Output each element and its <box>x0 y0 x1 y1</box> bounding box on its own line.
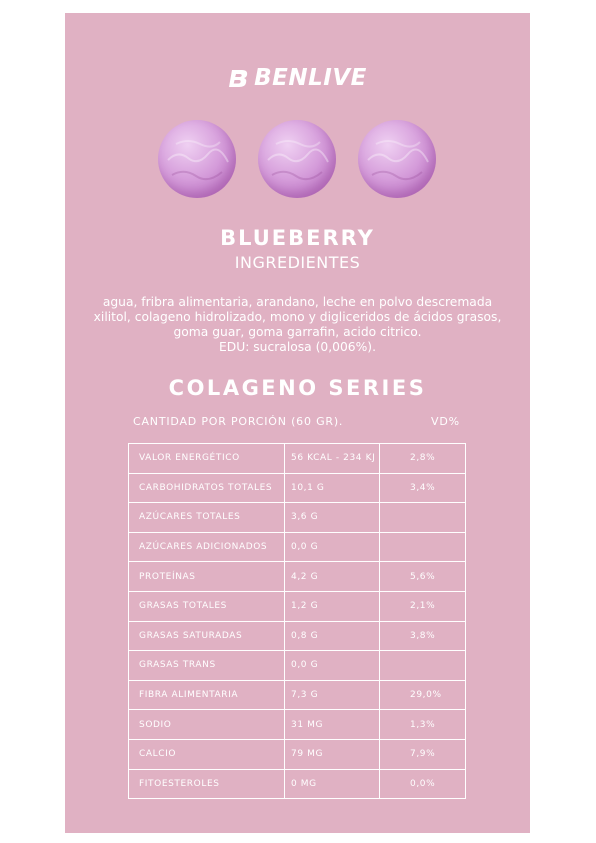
ice-cream-scoop-image <box>258 120 336 198</box>
nutrition-card <box>65 13 530 833</box>
nutrient-vd: 3,4% <box>380 473 466 503</box>
nutrient-name: GRASAS TOTALES <box>129 591 285 621</box>
nutrient-amount: 0,0 G <box>285 651 380 681</box>
nutrient-name: AZÚCARES ADICIONADOS <box>129 532 285 562</box>
ingredients-heading: INGREDIENTES <box>234 253 361 272</box>
nutrient-amount: 56 KCAL - 234 KJ <box>285 444 380 474</box>
nutrient-vd: 1,3% <box>380 710 466 740</box>
ingredients-line: EDU: sucralosa (0,006%). <box>218 340 377 354</box>
nutrient-amount: 0,0 G <box>285 532 380 562</box>
nutrient-amount: 0 MG <box>285 769 380 799</box>
nutrient-amount: 4,2 G <box>285 562 380 592</box>
ingredients-line: xilitol, colageno hidrolizado, mono y digliceridos de ácidos grasos, <box>93 310 502 324</box>
serving-label: CANTIDAD POR PORCIÓN (60 GR). <box>133 415 344 428</box>
nutrient-vd <box>380 651 466 681</box>
nutrient-name: CALCIO <box>129 739 285 769</box>
nutrient-name: FIBRA ALIMENTARIA <box>129 680 285 710</box>
nutrient-vd <box>380 503 466 533</box>
nutrient-vd: 2,8% <box>380 444 466 474</box>
nutrition-table <box>128 443 466 799</box>
table-row <box>129 769 466 799</box>
ingredients-line: agua, fribra alimentaria, arandano, leche en polvo descremada <box>102 295 493 309</box>
nutrient-name: AZÚCARES TOTALES <box>129 503 285 533</box>
nutrient-amount: 1,2 G <box>285 591 380 621</box>
table-row <box>129 739 466 769</box>
nutrient-name: FITOESTEROLES <box>129 769 285 799</box>
table-row <box>129 562 466 592</box>
nutrient-amount: 0,8 G <box>285 621 380 651</box>
nutrient-vd: 0,0% <box>380 769 466 799</box>
flavor-title: BLUEBERRY <box>220 226 375 250</box>
table-row <box>129 473 466 503</box>
ingredients-text <box>75 295 520 355</box>
nutrient-name: GRASAS SATURADAS <box>129 621 285 651</box>
nutrient-vd: 29,0% <box>380 680 466 710</box>
nutrient-amount: 10,1 G <box>285 473 380 503</box>
nutrient-name: CARBOHIDRATOS TOTALES <box>129 473 285 503</box>
table-row <box>129 591 466 621</box>
table-row <box>129 680 466 710</box>
ingredients-line: goma guar, goma garrafin, acido citrico. <box>173 325 422 339</box>
scoops-illustration <box>158 120 436 198</box>
series-title: COLAGENO SERIES <box>168 376 427 400</box>
nutrient-vd: 5,6% <box>380 562 466 592</box>
nutrient-amount: 3,6 G <box>285 503 380 533</box>
nutrient-name: PROTEÍNAS <box>129 562 285 592</box>
table-row <box>129 503 466 533</box>
nutrient-vd: 7,9% <box>380 739 466 769</box>
brand-name: BENLIVE <box>254 65 367 91</box>
brand-logo <box>65 65 530 91</box>
nutrient-amount: 7,3 G <box>285 680 380 710</box>
vd-label: VD% <box>431 415 460 428</box>
nutrient-name: VALOR ENERGÉTICO <box>129 444 285 474</box>
nutrient-amount: 79 MG <box>285 739 380 769</box>
nutrient-vd: 2,1% <box>380 591 466 621</box>
ice-cream-scoop-image <box>158 120 236 198</box>
table-row <box>129 532 466 562</box>
ice-cream-scoop-image <box>358 120 436 198</box>
table-row <box>129 444 466 474</box>
benlive-logo-icon <box>228 67 250 89</box>
table-row <box>129 621 466 651</box>
nutrient-name: GRASAS TRANS <box>129 651 285 681</box>
table-row <box>129 651 466 681</box>
nutrient-vd: 3,8% <box>380 621 466 651</box>
nutrient-amount: 31 MG <box>285 710 380 740</box>
table-row <box>129 710 466 740</box>
nutrient-name: SODIO <box>129 710 285 740</box>
nutrient-vd <box>380 532 466 562</box>
